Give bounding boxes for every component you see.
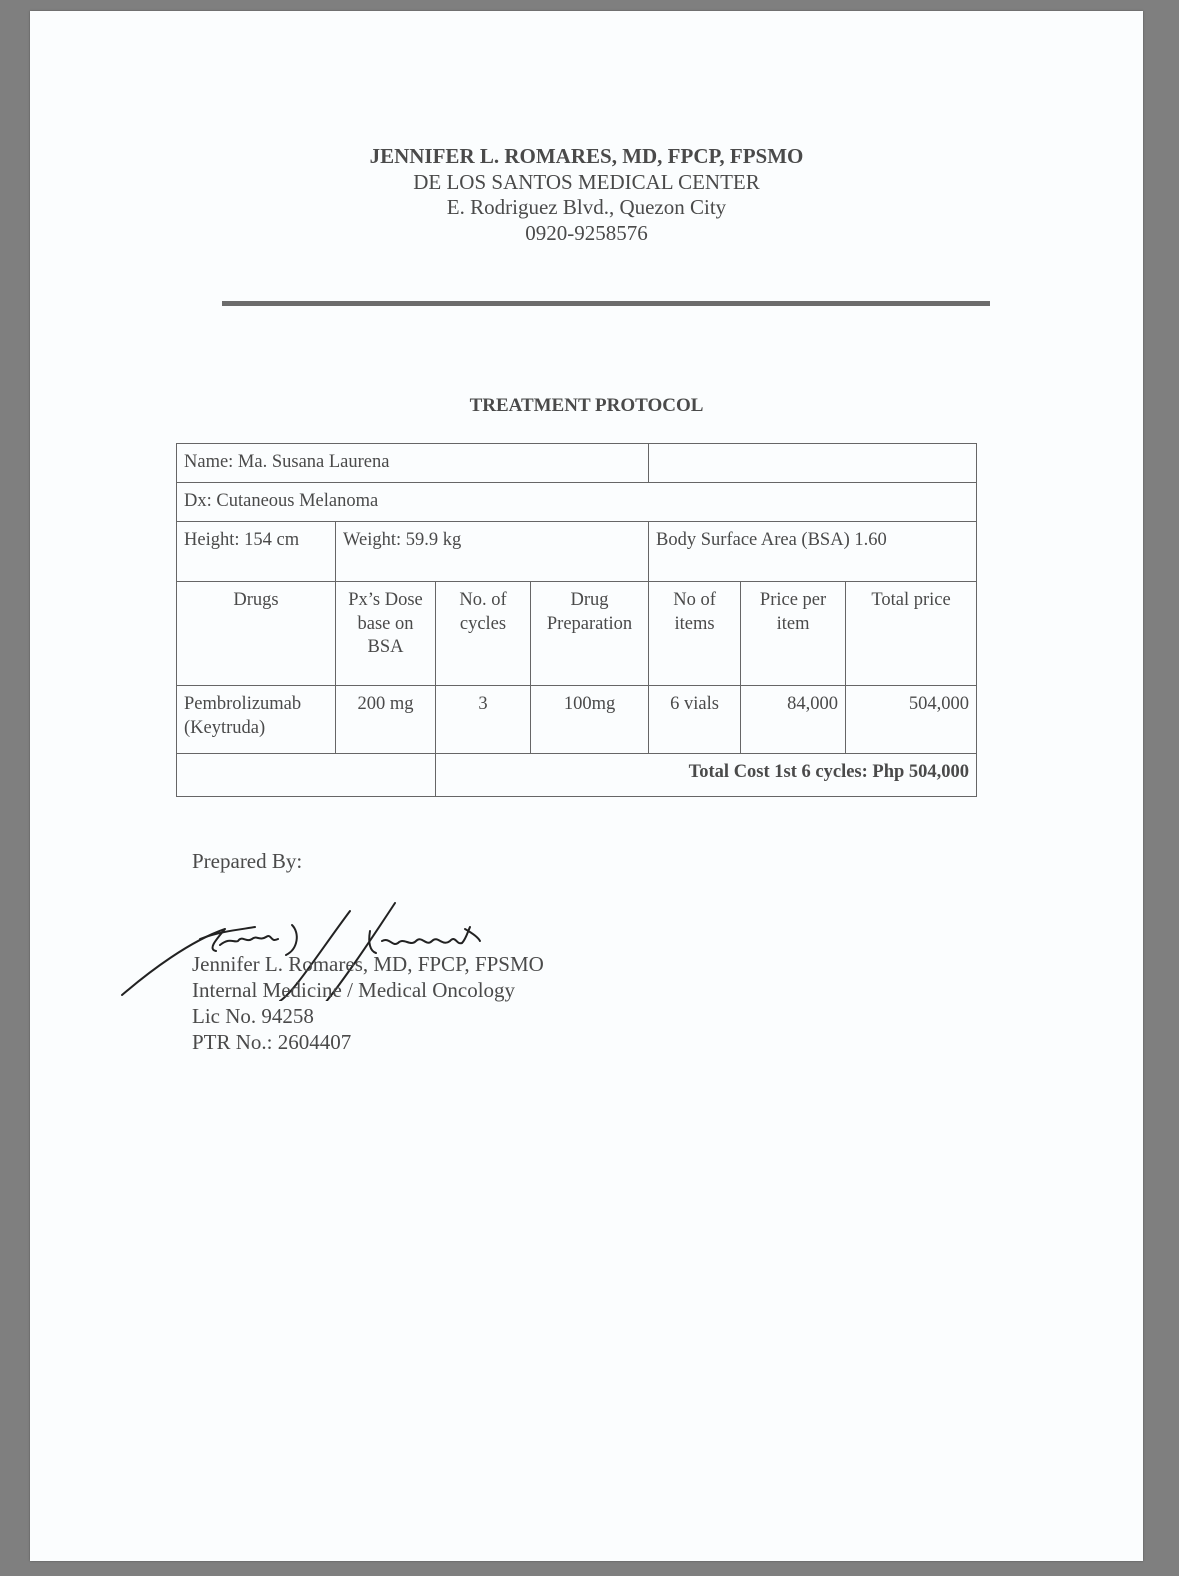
institution-name: DE LOS SANTOS MEDICAL CENTER [413,169,760,194]
patient-bsa: Body Surface Area (BSA) 1.60 [649,522,977,582]
drug-price-per-item: 84,000 [741,686,846,754]
header-total-price: Total price [846,582,977,686]
total-cost: Total Cost 1st 6 cycles: Php 504,000 [436,754,977,797]
patient-height: Height: 154 cm [177,522,336,582]
letterhead [30,144,1143,246]
header-cycles: No. of cycles [436,582,531,686]
ptr-number: PTR No.: 2604407 [192,1030,352,1054]
signatory-specialty: Internal Medicine / Medical Oncology [192,978,516,1002]
patient-weight: Weight: 59.9 kg [336,522,649,582]
header-drugs: Drugs [177,582,336,686]
license-number: Lic No. 94258 [192,1004,314,1028]
header-price-per-item: Price per item [741,582,846,686]
treatment-protocol-table [176,443,977,797]
patient-name: Name: Ma. Susana Laurena [177,444,649,483]
address: E. Rodriguez Blvd., Quezon City [446,195,727,219]
signatory-block [192,951,544,1055]
table-row [177,686,977,754]
drug-preparation: 100mg [531,686,649,754]
drug-total-price: 504,000 [846,686,977,754]
drug-name: Pembrolizumab (Keytruda) [177,686,336,754]
total-cost-blank-cell [177,754,436,797]
doctor-name: JENNIFER L. ROMARES, MD, FPCP, FPSMO [369,144,804,168]
drug-dose: 200 mg [336,686,436,754]
diagnosis-row [177,483,977,522]
measurements-row [177,522,977,582]
patient-name-blank-cell [649,444,977,483]
patient-name-row [177,444,977,483]
drug-items: 6 vials [649,686,741,754]
table-header-row [177,582,977,686]
prepared-by-label: Prepared By: [192,849,303,873]
header-items: No of items [649,582,741,686]
signatory-name: Jennifer L. Romares, MD, FPCP, FPSMO [192,952,544,976]
diagnosis: Dx: Cutaneous Melanoma [177,483,977,522]
total-cost-row [177,754,977,797]
header-dose: Px’s Dose base on BSA [336,582,436,686]
drug-cycles: 3 [436,686,531,754]
document-title: TREATMENT PROTOCOL [469,395,704,416]
header-divider [222,301,990,306]
header-preparation: Drug Preparation [531,582,649,686]
document-page [30,11,1143,1561]
phone-number: 0920-9258576 [525,220,648,245]
